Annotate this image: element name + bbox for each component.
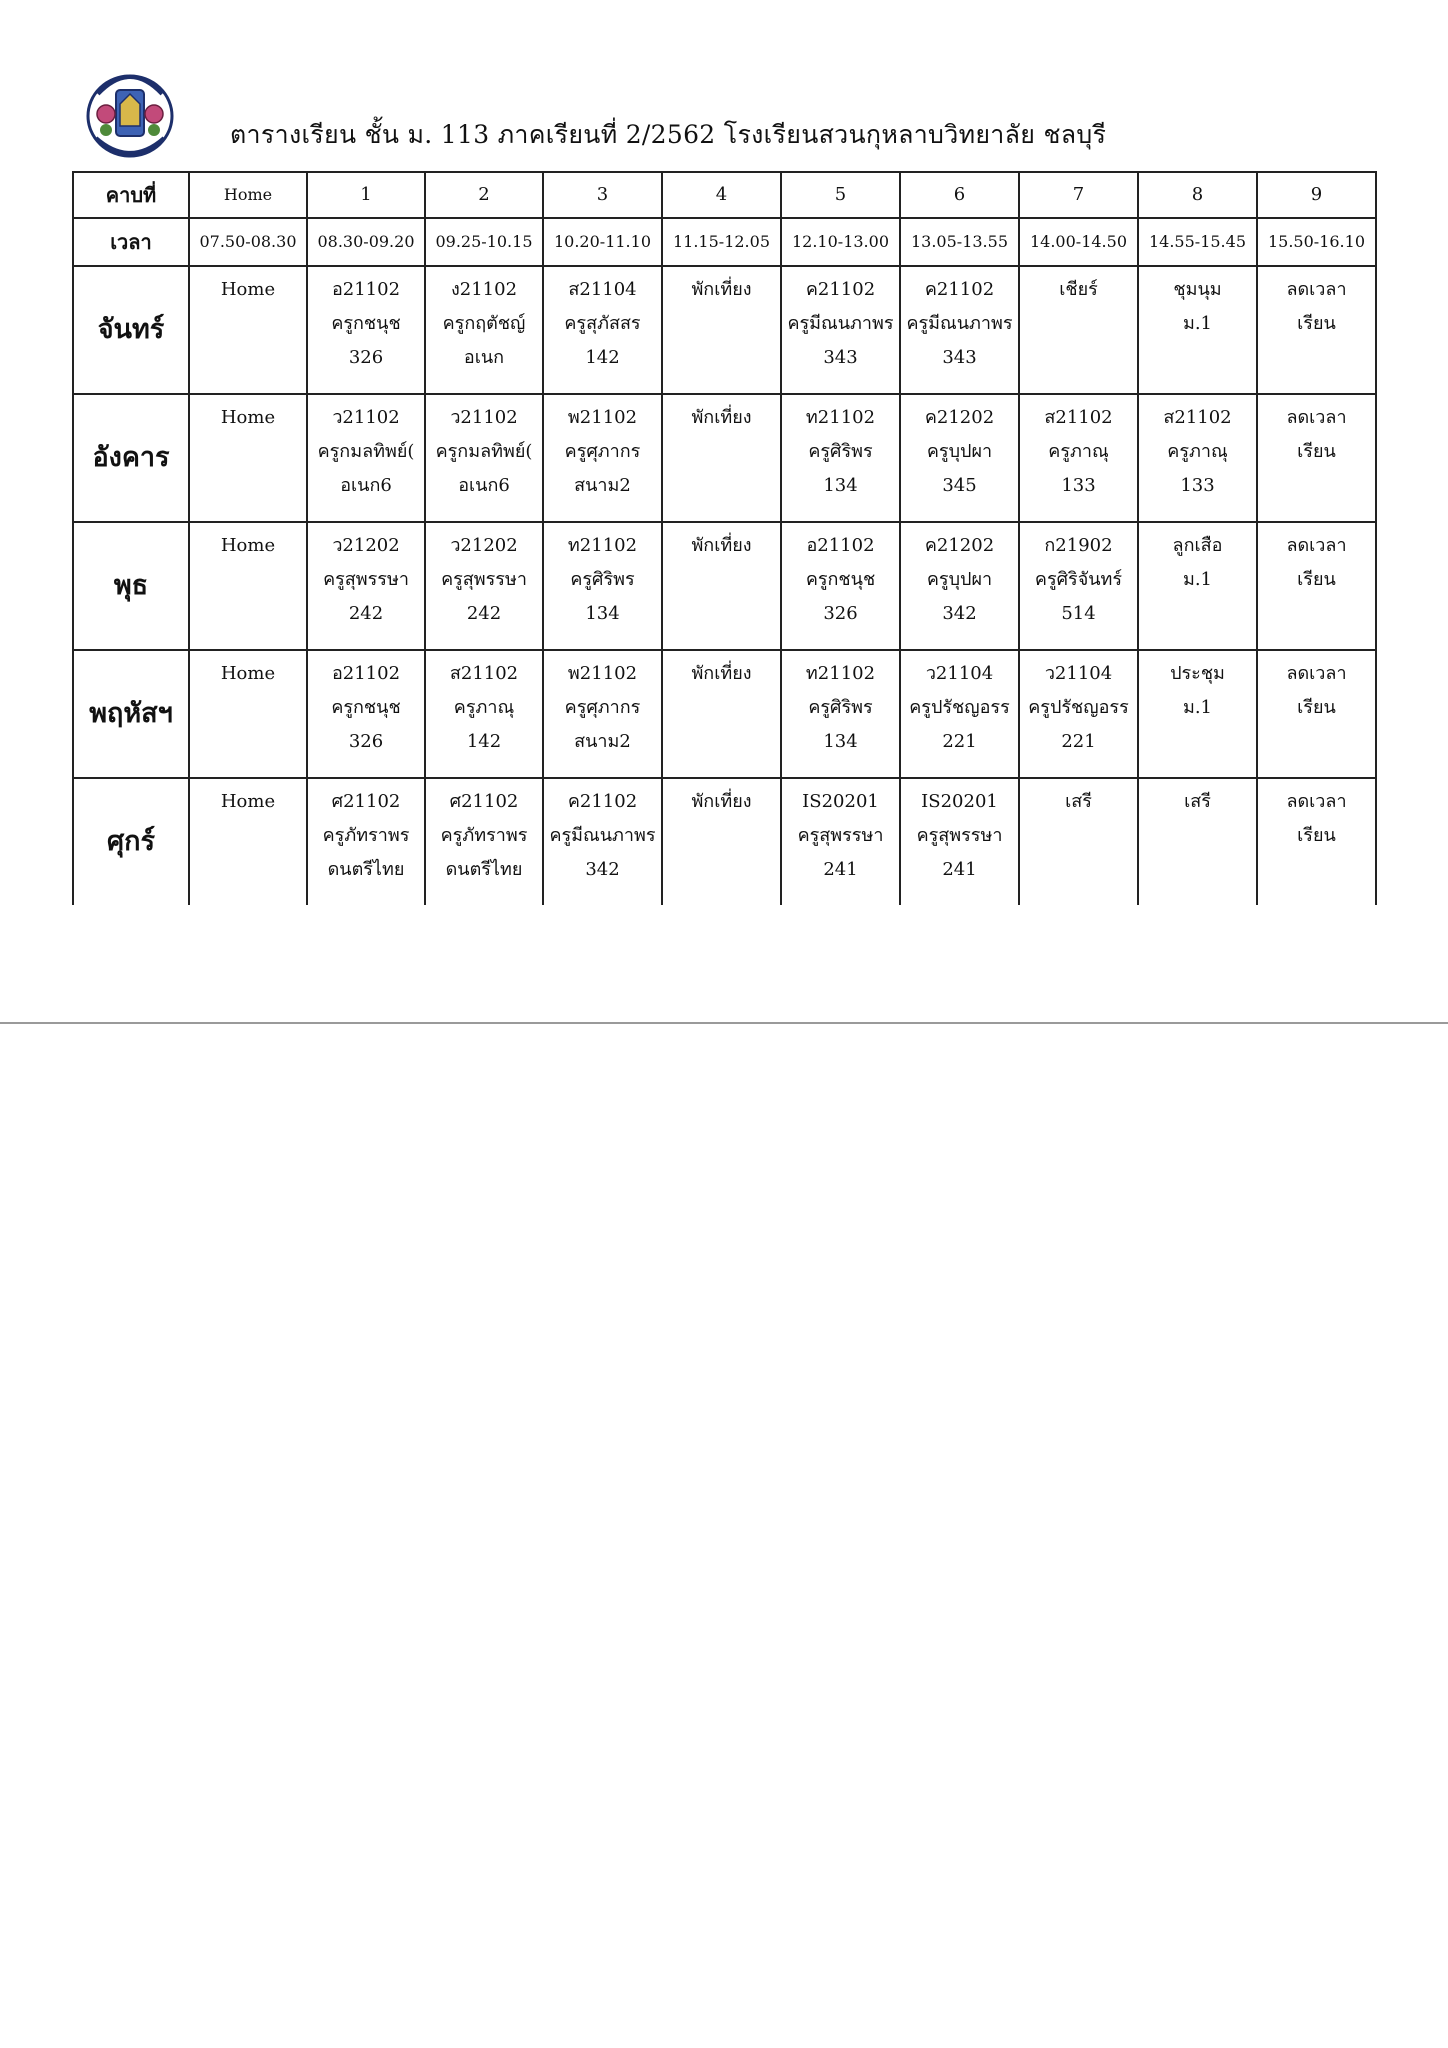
- time-slot: 13.05-13.55: [900, 218, 1019, 266]
- cell-line: ส21102: [1044, 407, 1113, 428]
- cell-line: ครูสุภัสสร: [564, 313, 641, 334]
- period-header: 3: [543, 172, 662, 218]
- cell-line: 326: [348, 347, 384, 368]
- cell-line: พักเที่ยง: [691, 279, 752, 300]
- day-row: [73, 522, 1376, 650]
- period-header: 9: [1257, 172, 1376, 218]
- period-header: 2: [425, 172, 543, 218]
- period-header: 8: [1138, 172, 1257, 218]
- period-header: 6: [900, 172, 1019, 218]
- cell-line: 326: [823, 603, 858, 624]
- timetable-body: [73, 172, 1376, 905]
- cell-line: ว21102: [450, 407, 518, 428]
- cell-line: 326: [348, 731, 384, 752]
- schedule-cell: [781, 394, 900, 522]
- cell-line: 134: [823, 731, 858, 752]
- schedule-cell: [781, 778, 900, 905]
- time-slot: 10.20-11.10: [543, 218, 662, 266]
- schedule-cell: [189, 394, 307, 522]
- schedule-cell: [189, 650, 307, 778]
- cell-line: ครูภัทราพร: [322, 825, 410, 846]
- day-name: พฤหัสฯ: [73, 650, 189, 778]
- cell-line: ว21202: [450, 535, 518, 556]
- cell-line: ม.1: [1182, 569, 1213, 590]
- cell-line: 342: [585, 859, 620, 880]
- cell-line: ครูบุปผา: [926, 569, 993, 590]
- cell-line: อเนก6: [458, 475, 510, 496]
- cell-line: 133: [1061, 475, 1096, 496]
- cell-line: ว21202: [332, 535, 400, 556]
- cell-line: 342: [942, 603, 977, 624]
- cell-line: ครูภัทราพร: [440, 825, 528, 846]
- cell-line: 134: [585, 603, 620, 624]
- schedule-cell: [1138, 394, 1257, 522]
- schedule-cell: [900, 394, 1019, 522]
- schedule-cell: [1019, 778, 1138, 905]
- schedule-cell: [1138, 778, 1257, 905]
- cell-line: ค21102: [805, 279, 876, 300]
- period-header: 7: [1019, 172, 1138, 218]
- cell-line: ส21102: [1163, 407, 1232, 428]
- cell-line: ลดเวลา: [1286, 279, 1347, 300]
- cell-line: ครูศิริจันทร์: [1034, 569, 1123, 590]
- cell-line: สนาม2: [574, 475, 631, 496]
- period-row: [73, 172, 1376, 218]
- schedule-cell: [307, 266, 425, 394]
- time-slot: 11.15-12.05: [662, 218, 781, 266]
- schedule-cell: [1019, 650, 1138, 778]
- cell-line: สนาม2: [574, 731, 631, 752]
- schedule-cell: [307, 394, 425, 522]
- cell-line: ครูบุปผา: [926, 441, 993, 462]
- time-slot: 08.30-09.20: [307, 218, 425, 266]
- schedule-cell: [307, 650, 425, 778]
- schedule-cell: [1138, 266, 1257, 394]
- schedule-cell: [662, 522, 781, 650]
- schedule-cell: [543, 522, 662, 650]
- schedule-cell: [1257, 778, 1376, 905]
- schedule-cell: [1257, 650, 1376, 778]
- cell-line: ครูกมลทิพย์(: [435, 441, 533, 462]
- cell-line: Home: [220, 279, 276, 300]
- schedule-cell: [1019, 522, 1138, 650]
- cell-line: อเนก: [463, 347, 505, 368]
- cell-line: เรียน: [1297, 313, 1336, 334]
- cell-line: ครูศิริพร: [570, 569, 635, 590]
- schedule-cell: [425, 650, 543, 778]
- cell-line: ครูมีณนภาพร: [549, 825, 656, 846]
- time-slot: 15.50-16.10: [1257, 218, 1376, 266]
- schedule-cell: [900, 778, 1019, 905]
- schedule-cell: [781, 266, 900, 394]
- cell-line: อเนก6: [340, 475, 392, 496]
- cell-line: ครูมีณนภาพร: [906, 313, 1013, 334]
- schedule-cell: [307, 778, 425, 905]
- cell-line: 242: [466, 603, 502, 624]
- cell-line: ม.1: [1182, 697, 1213, 718]
- cell-line: ครูปรัชญอรร: [909, 697, 1010, 718]
- schedule-cell: [189, 266, 307, 394]
- cell-line: ส21104: [568, 279, 637, 300]
- cell-line: 241: [823, 859, 858, 880]
- cell-line: เรียน: [1297, 569, 1336, 590]
- cell-line: Home: [220, 407, 276, 428]
- cell-line: พักเที่ยง: [691, 407, 752, 428]
- period-label: คาบที่: [73, 172, 189, 218]
- cell-line: เสรี: [1184, 791, 1211, 812]
- cell-line: Home: [220, 791, 276, 812]
- cell-line: ศ21102: [331, 791, 401, 812]
- time-slot: 09.25-10.15: [425, 218, 543, 266]
- schedule-cell: [543, 394, 662, 522]
- cell-line: 514: [1061, 603, 1096, 624]
- cell-line: ครูภาณุ: [1167, 441, 1228, 462]
- cell-line: ลดเวลา: [1286, 791, 1347, 812]
- cell-line: ค21102: [567, 791, 638, 812]
- cell-line: ลดเวลา: [1286, 663, 1347, 684]
- cell-line: ครูศิริพร: [808, 441, 873, 462]
- cell-line: ลูกเสือ: [1172, 535, 1223, 556]
- cell-line: อ21102: [331, 279, 401, 300]
- day-row: [73, 266, 1376, 394]
- cell-line: ครูภาณุ: [453, 697, 515, 718]
- schedule-cell: [900, 650, 1019, 778]
- cell-line: ชุมนุม: [1173, 279, 1222, 300]
- schedule-cell: [900, 266, 1019, 394]
- cell-line: ก21902: [1044, 535, 1113, 556]
- day-name: ศุกร์: [73, 778, 189, 905]
- cell-line: ครูสุพรรษา: [323, 569, 409, 590]
- schedule-cell: [1257, 394, 1376, 522]
- cell-line: พ21102: [567, 407, 638, 428]
- cell-line: 343: [942, 347, 977, 368]
- cell-line: เรียน: [1297, 697, 1336, 718]
- cell-line: 142: [466, 731, 502, 752]
- cell-line: อ21102: [331, 663, 401, 684]
- schedule-cell: [900, 522, 1019, 650]
- cell-line: ครูศุภากร: [564, 697, 641, 718]
- cell-line: ครูมีณนภาพร: [787, 313, 894, 334]
- cell-line: ครูสุพรรษา: [797, 825, 884, 846]
- cell-line: 221: [1061, 731, 1096, 752]
- day-name: จันทร์: [73, 266, 189, 394]
- time-label: เวลา: [73, 218, 189, 266]
- cell-line: 242: [348, 603, 384, 624]
- cell-line: 133: [1180, 475, 1215, 496]
- cell-line: IS20201: [921, 791, 998, 812]
- cell-line: ครูกชนุช: [331, 313, 401, 334]
- schedule-cell: [1019, 266, 1138, 394]
- schedule-cell: [307, 522, 425, 650]
- cell-line: ครูกฤตัชญ์: [442, 313, 526, 334]
- schedule-cell: [1138, 522, 1257, 650]
- cell-line: IS20201: [802, 791, 879, 812]
- school-logo: [76, 64, 184, 168]
- cell-line: ส21102: [449, 663, 519, 684]
- cell-line: 241: [942, 859, 977, 880]
- schedule-cell: [425, 522, 543, 650]
- cell-line: เรียน: [1297, 441, 1336, 462]
- cell-line: 142: [585, 347, 620, 368]
- cell-line: เชียร์: [1059, 279, 1098, 300]
- cell-line: ลดเวลา: [1286, 407, 1347, 428]
- schedule-cell: [1257, 522, 1376, 650]
- cell-line: พักเที่ยง: [691, 791, 752, 812]
- cell-line: ท21102: [567, 535, 638, 556]
- schedule-cell: [543, 266, 662, 394]
- schedule-cell: [543, 778, 662, 905]
- cell-line: 134: [823, 475, 858, 496]
- schedule-cell: [189, 522, 307, 650]
- cell-line: เสรี: [1065, 791, 1092, 812]
- cell-line: Home: [220, 663, 276, 684]
- day-row: [73, 650, 1376, 778]
- cell-line: ลดเวลา: [1286, 535, 1347, 556]
- time-slot: 07.50-08.30: [189, 218, 307, 266]
- schedule-cell: [781, 522, 900, 650]
- cell-line: ดนตรีไทย: [327, 859, 405, 880]
- cell-line: อ21102: [806, 535, 875, 556]
- cell-line: ครูภาณุ: [1048, 441, 1109, 462]
- cell-line: ครูศุภากร: [564, 441, 641, 462]
- period-header: Home: [189, 172, 307, 218]
- schedule-cell: [781, 650, 900, 778]
- time-slot: 14.00-14.50: [1019, 218, 1138, 266]
- schedule-cell: [662, 394, 781, 522]
- period-header: 5: [781, 172, 900, 218]
- cell-line: Home: [220, 535, 276, 556]
- schedule-cell: [662, 650, 781, 778]
- cell-line: พักเที่ยง: [691, 535, 752, 556]
- time-slot: 14.55-15.45: [1138, 218, 1257, 266]
- schedule-cell: [425, 778, 543, 905]
- cell-line: 221: [942, 731, 977, 752]
- cell-line: ครูกมลทิพย์(: [317, 441, 415, 462]
- schedule-cell: [662, 778, 781, 905]
- schedule-cell: [189, 778, 307, 905]
- period-header: 4: [662, 172, 781, 218]
- schedule-cell: [1257, 266, 1376, 394]
- cell-line: ค21202: [924, 535, 995, 556]
- timetable: [72, 171, 1377, 905]
- cell-line: ครูสุพรรษา: [441, 569, 527, 590]
- cell-line: 345: [942, 475, 977, 496]
- schedule-cell: [662, 266, 781, 394]
- schedule-cell: [1138, 650, 1257, 778]
- day-name: อังคาร: [73, 394, 189, 522]
- page-divider: [0, 1022, 1448, 1024]
- cell-line: ค21102: [924, 279, 995, 300]
- cell-line: 343: [823, 347, 858, 368]
- period-header: 1: [307, 172, 425, 218]
- schedule-cell: [1019, 394, 1138, 522]
- cell-line: เรียน: [1297, 825, 1336, 846]
- cell-line: ครูกชนุช: [805, 569, 876, 590]
- cell-line: ประชุม: [1170, 663, 1225, 684]
- cell-line: ว21104: [1044, 663, 1113, 684]
- cell-line: ดนตรีไทย: [445, 859, 523, 880]
- schedule-cell: [425, 394, 543, 522]
- day-row: [73, 778, 1376, 905]
- cell-line: พักเที่ยง: [691, 663, 752, 684]
- cell-line: ครูกชนุช: [331, 697, 401, 718]
- cell-line: ม.1: [1182, 313, 1213, 334]
- time-row: [73, 218, 1376, 266]
- cell-line: ศ21102: [449, 791, 519, 812]
- day-name: พุธ: [73, 522, 189, 650]
- day-row: [73, 394, 1376, 522]
- schedule-cell: [543, 650, 662, 778]
- page-title: ตารางเรียน ชั้น ม. 113 ภาคเรียนที่ 2/2562 โรงเรียนสวนกุหลาบวิทยาลัย ชลบุรี: [230, 120, 1107, 149]
- cell-line: ค21202: [924, 407, 995, 428]
- cell-line: ท21102: [805, 663, 876, 684]
- cell-line: ว21102: [332, 407, 400, 428]
- schedule-cell: [425, 266, 543, 394]
- cell-line: ครูสุพรรษา: [916, 825, 1003, 846]
- time-slot: 12.10-13.00: [781, 218, 900, 266]
- cell-line: พ21102: [567, 663, 638, 684]
- cell-line: ท21102: [805, 407, 876, 428]
- cell-line: ครูศิริพร: [808, 697, 873, 718]
- cell-line: ว21104: [925, 663, 994, 684]
- cell-line: ครูปรัชญอรร: [1028, 697, 1129, 718]
- cell-line: ง21102: [450, 279, 518, 300]
